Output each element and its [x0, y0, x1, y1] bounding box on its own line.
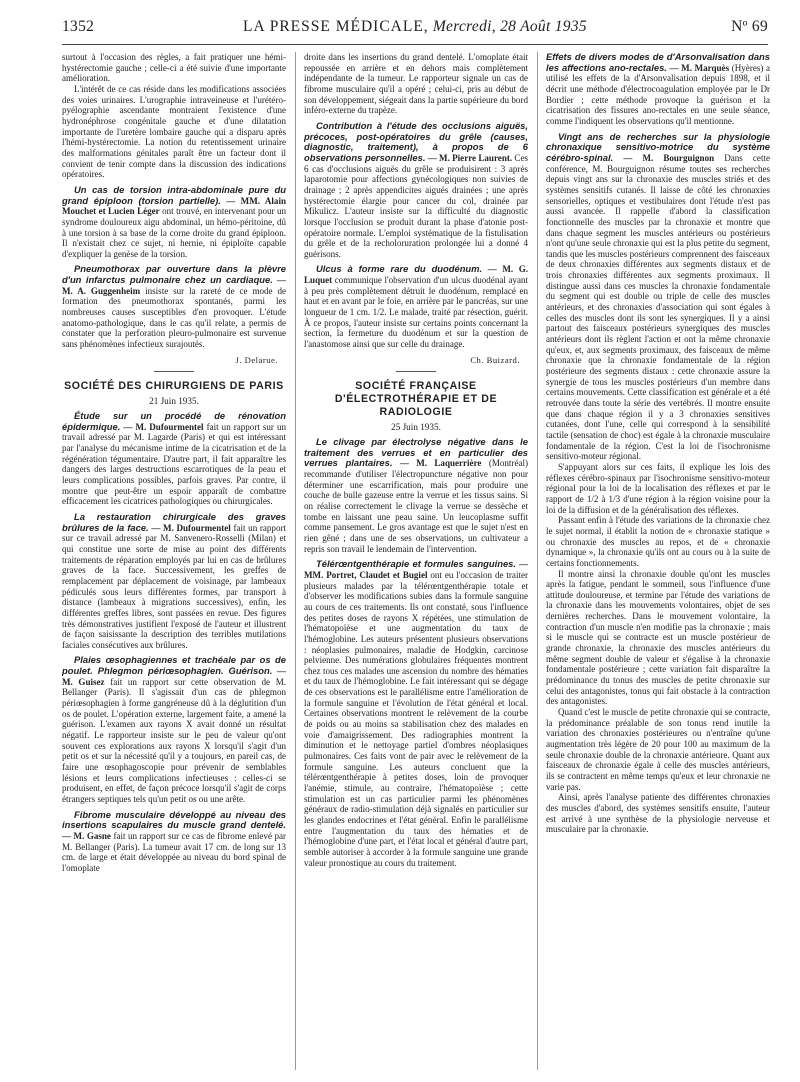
article-title: Un cas de torsion intra-abdominale pure du grand épiploon (torsion partielle).: [62, 183, 286, 206]
article: [62, 810, 286, 874]
article-text: insiste sur la rareté de ce mode de formation des pneumothorax spontanés, parmi les nombreuses causes susceptibles d'en provoquer. L'étude anatomo-pathologique, dans le cas qu'il relate, a permis de constater que la perforation pleuro-pulmonaire est survenue sans phénomènes infectieux surajoutés.: [62, 285, 286, 350]
header-rule: [62, 44, 768, 45]
paragraph: Ainsi, après l'analyse patiente des différentes chronaxies des muscles d'abord, des systèmes sensitifs ensuite, l'auteur est arrivé à une synthèse de la physiologie nerveuse et musculaire par la chronaxie.: [546, 792, 770, 835]
society-heading: SOCIÉTÉ DES CHIRURGIENS DE PARIS: [64, 380, 284, 393]
article-text: (Hyères) a utilisé les effets de la d'Arsonvalisation depuis 1898, et il décrit une méthode d'électrocoagulation employée par le Dr Bordier ; cette méthode provoque la guérison et la cicatrisation des fissures ano-rectales en une seule séance, comme l'indiquent les observations qu'il mentionne.: [546, 62, 770, 126]
article-title: Pneumothorax par ouverture dans la plèvre d'un infarctus pulmonaire chez un cardiaque.: [62, 263, 286, 286]
article-title: La restauration chirurgicale des graves brûlures de la face.: [62, 510, 286, 533]
article-author: — M. Dufourmentel: [123, 421, 204, 432]
article-title: Le clivage par électrolyse négative dans le traitement des verrues et en particulier des verrues plantaires.: [304, 436, 528, 469]
article-text: fait un rapport sur un travail adressé par M. Lagarde (Paris) et qui est intéressant par l'analyse du mécanisme intime de la cicatrisation et de la régénération tégumentaire. D'autre part, il fait apparaître les dangers des larges destructions escarrotiques de la peau et leurs complications possibles, parfois graves. Par contre, il montre que peut-être un espoir apparaît de combattre efficacement les cicatrices pathologiques ou chirurgicales.: [62, 421, 286, 507]
article: [546, 132, 770, 462]
paragraph: Il montre ainsi la chronaxie double qu'ont les muscles après la fatigue, pendant le sommeil, sous l'influence d'une attitude douloureuse, et termine par l'étude des variations de la chronaxie dans les mouvements volontaires, objet de ses dernières recherches. Dans le mouvement volontaire, la contraction d'un muscle n'en modifie pas la chronaxie ; mais si le muscle qui se contracte est un muscle postérieur de grande chronaxie, la chronaxie des muscles antérieurs du même segment double de valeur et s'égalise à la chronaxie fondamentale postérieure ; cette variation fait disparaître la prédominance du tonus des muscles de petite chronaxie sur celui des antagonistes, tonus qui fait obstacle à la contraction des antagonistes.: [546, 568, 770, 707]
article-title: Plaies œsophagiennes et trachéale par os de poulet. Phlegmon périœsophagien. Guérison.: [62, 654, 286, 677]
issue-number: Nº 69: [731, 18, 768, 35]
running-title: [62, 18, 768, 36]
article: [62, 411, 286, 507]
section-rule: [396, 371, 436, 372]
paragraph: surtout à l'occasion des règles, a fait pratiquer une hémi-hystérectomie gauche ; celle-ci a été suivie d'une importante amélioration.: [62, 52, 286, 84]
article: [62, 655, 286, 804]
article: [304, 121, 528, 260]
article-author: — MM. Portret, Claudet et Bugiel: [304, 559, 528, 580]
journal-name: LA PRESSE MÉDICALE,: [243, 18, 429, 35]
article-title: Étude sur un procédé de rénovation épidermique.: [62, 410, 286, 432]
column-3: [546, 52, 770, 1072]
article-author: — M. G. Luquet: [304, 264, 528, 286]
article-author: — M. Laquerrière: [399, 458, 482, 469]
paragraph: Passant enfin à l'étude des variations de la chronaxie chez le sujet normal, il établit la notion de « chronaxie statique » ou chronaxie des muscles au repos, et de « chronaxie dynamique », la chronaxie qu'ils ont au cours ou à la suite de certains fonctionnements.: [546, 515, 770, 568]
article: [546, 52, 770, 127]
article-text: Ces 6 cas d'occlusions aiguës du grêle se produisirent : 3 après laparotomie pour affections gynécologiques non suivies de drainage ; 2 après appendicites aiguës drainées ; une après hystérectomie élargie pour cancer du col, drainée par Mikulicz. L'auteur insiste sur la difficulté du diagnostic lorsque l'occlusion se produit durant la phase d'atonie post-opératoire normale. L'emploi systématique de la fistulisation du grêle et de la recholoruration prolongée lui a donné 4 guérisons.: [304, 152, 528, 259]
article-text: (Montréal) recommande d'utiliser l'électropuncture négative non pour déterminer une escarrification, mais pour produire une couche de bulle gazeuse entre la verrue et les tissus sains. Si on réalise correctement le clivage la verrue se dessèche et tombe en laissant une peau saine. Un leucoplasme suffit comme pansement. Le gros avantage est que le sujet n'est en rien gêné ; dans une de ses observations, un cultivateur a repris son travail le lendemain de l'intervention.: [304, 458, 528, 554]
article-text: fait un rapport sur ce travail adressé par M. Sanvenero-Rosselli (Milan) et qui constitue une sorte de mise au point des différents traitements de réparation employés par lui en cas de brûlures graves de la face. Successivement, les greffes de remplacement par déplacement de voisinage, par lambeaux pédiculés sous leurs différentes formes, par transport à distance (lambeaux à migrations successives), enfin, les différentes greffes libres, sont passées en revue. Des figures très démonstratives justifient l'exposé de l'auteur et illustrent de façon saisissante la description des terribles mutilations faciales consécutives aux brûlures.: [62, 522, 286, 650]
column-1: [62, 52, 286, 1072]
session-date: 25 Juin 1935.: [391, 422, 441, 433]
page-number: 1352: [62, 18, 95, 35]
article-text: fait un rapport sur ce cas de fibrome enlevé par M. Bellanger (Paris). La tumeur avait 17 cm. de long sur 13 cm. de large et était développée au niveau du bord spinal de l'omoplate: [62, 830, 286, 873]
article-title: Ulcus à forme rare du duodénum.: [316, 263, 483, 275]
article-author: — M. Bourguignon: [623, 152, 715, 163]
article-title: Télérœntgenthérapie et formules sanguines.: [316, 558, 516, 570]
article-author: — M. Dufourmentel: [151, 522, 231, 533]
page-header: [62, 14, 768, 40]
article-title: Contribution à l'étude des occlusions aiguës, précoces, post-opératoires du grêle (causes, diagnostic, traitement), à propos de 6 observations personnelles.: [304, 119, 528, 163]
article-title: Vingt ans de recherches sur la physiologie chronaxique sensitivo-motrice du système cérébro-spinal.: [546, 130, 770, 163]
article-text: communique l'observation d'un ulcus duodénal ayant à peu près complètement détruit le duodénum, remplacé en haut et en avant par le foie, en arrière par le pancréas, sur une longueur de 1 cm. 1/2. Le malade, traité par résection, guérit. À ce propos, l'auteur insiste sur certains points concernant la section, la fermeture du duodénum et sur la question de l'anastomose ainsi que sur celle du drainage.: [304, 275, 528, 350]
society-heading: SOCIÉTÉ FRANÇAISE D'ÉLECTROTHÉRAPIE ET DE RADIOLOGIE: [334, 380, 498, 419]
article-title: Fibrome musculaire développé au niveau des insertions scapulaires du muscle grand dentelé.: [62, 808, 286, 831]
article: [62, 512, 286, 651]
article-author: — M. A. Guggenheim: [62, 275, 286, 296]
paragraph: Quand c'est le muscle de petite chronaxie qui se contracte, la prédominance préalable de son tonus rend inutile la variation des chronaxies postérieures ou n'entraîne qu'une augmentation très légère de 20 pour 100 au maximum de la seule chronaxie double de la chronaxie antérieure. Quant aux faisceaux de chronaxie égale à celle des muscles antérieurs, ils se contractent en même temps qu'eux et leur chronaxie ne varie pas.: [546, 707, 770, 792]
article-author: — MM. Alain Mouchet et Lucien Léger: [62, 195, 286, 217]
paragraph: L'intérêt de ce cas réside dans les modifications associées des voies urinaires. L'urographie intraveineuse et l'urétéro-pyélographie ascendante montraient l'existence d'une hydronéphrose congénitale gauche et d'une dilatation importante de l'uretère lombaire gauche qui a disparu après l'hémi-hystérectomie. La notion du retentissement urinaire des malformations génitales paraît être un facteur dont il convient de tenir compte dans la discussion des indications opératoires.: [62, 83, 286, 180]
session-date: 21 Juin 1935.: [149, 396, 199, 407]
column-divider: [295, 52, 296, 1070]
column-2: [304, 52, 528, 1072]
article-text: Dans cette conférence, M. Bourguignon résume toutes ses recherches depuis vingt ans sur la chronaxie des muscles striés et des systèmes sensitifs cutanés. Il laisse de côté les chronaxies sensorielles, optiques et vestibulaires dont l'étude n'est pas aussi avancée. Il rappelle d'abord la classification fonctionnelle des muscles par la chronaxie et montre que dans chaque segment les muscles antérieurs ou postérieurs n'ont qu'une seule chronaxie qui est la plus petite du segment, tandis que les muscles postérieurs comprennent des faisceaux de deux chronaxies différentes aux segments distaux et de trois chronaxies différentes aux segments proximaux. Il distingue aussi dans ces muscles la chronaxie fondamentale du segment qui est double ou triple de celle des muscles antérieurs, et des chronaxies d'association qui sont égales à celles des muscles dont ils sont les synergiques. Il y a ainsi partout des faisceaux postérieurs synergiques des muscles antérieurs dont ils règlent l'action et ont la même chronaxie qu'eux, et, aux segments proximaux, des faisceaux de même chronaxie que la chronaxie fondamentale de la région postérieure des segments distaux : cette chronaxie assure la synergie de tous les muscles postérieurs d'un membre dans certains mouvements. Cette classification est générale et a été retrouvée dans toute la série des vertébrés. Il montre ensuite que dans chaque région il y a 3 chronaxies sensitives cutanées, dont l'une, celle qui correspond à la sensibilité tactile (sensation de choc) est égale à la chronaxie musculaire fondamentale de la région. C'est la loi de l'isochronisme sensitivo-moteur régional.: [546, 152, 770, 462]
article-author: — M. Guisez: [62, 666, 286, 687]
article-author: — M. Pierre Laurent.: [427, 152, 513, 163]
article: [62, 264, 286, 349]
signature: J. Delarue.: [235, 354, 278, 365]
article-author: — M. Marquès: [669, 62, 730, 73]
article-text: fait un rapport sur cette observation de M. Bellanger (Paris). Il s'agissait d'un cas de phlegmon périœsophagien à forme gangréneuse dû à la déglutition d'un os de poulet. L'opération externe, largement faite, a amené la guérison. L'examen aux rayons X avait donné un résultat négatif. Le rapporteur insiste sur le peu de valeur qu'ont souvent ces explorations aux rayons X lorsqu'il s'agit d'un petit os et sur la nécessité qu'il y a toujours, en pareil cas, de faire une œsophagoscopie pour prévenir de semblables lésions et leurs complications infectieuses : celles-ci se produisent, en effet, de façon précoce lorsqu'il s'agit de corps étrangers septiques tels qu'un petit os ou une arête.: [62, 676, 286, 804]
column-divider: [537, 52, 538, 1070]
section-rule: [154, 371, 194, 372]
article-text: ont trouvé, en intervenant pour un syndrome douloureux aigu abdominal, un hémo-péritoine, dû à une torsion à sa base de la corne droite du grand épiploon. Il n'existait chez ce sujet, ni hernie, ni épiploïte capable d'expliquer la genèse de la torsion.: [62, 206, 286, 259]
paragraph: droite dans les insertions du grand dentelé. L'omoplate était repoussée en arrière et en dehors mais complètement indépendante de la tumeur. Le rapporteur signale un cas de fibrome musculaire qu'il a opéré ; celui-ci, pris au début de son développement, siégeait dans la partie supérieure du bord inféro-externe du trapèze.: [304, 52, 528, 116]
article-author: — M. Gasne: [62, 830, 111, 841]
article: [62, 185, 286, 260]
signature: Ch. Buizard.: [470, 354, 520, 365]
article: [304, 437, 528, 554]
article-text: ont eu l'occasion de traiter plusieurs malades par la télérœntgenthérapie totale et d'observer les modifications subies dans la formule sanguine au cours de ces traitements. Ils ont constaté, sous l'influence des petites doses de rayons X répétées, une stimulation de l'hématopoïèse et une augmentation du taux de l'hémoglobine. Les auteurs présentent plusieurs observations : néoplasies pulmonaires, maladie de Hodgkin, carcinose pelvienne. Des numérations globulaires fréquentes montrent chez tous ces malades une ascension du nombre des hématies et du taux de l'hémoglobine. Le fait intéressant qui se dégage de ces observations est le parallélisme entre l'amélioration de la formule sanguine et l'évolution de l'état général et local. Certaines observations montrent le relèvement de la courbe de poids ou au moins sa stabilisation chez des malades en voie d'amaigrissement. Des radiographies montrent la diminution et le nettoyage partiel d'ombres néoplasiques pulmonaires. Ces faits vont de pair avec le relèvement de la formule sanguine. Les auteurs concluent que la télérœntgenthérapie à petites doses, loin de provoquer l'anémie, stimule, au contraire, l'hématopoïèse ; cette stimulation est un cas particulier parmi les phénomènes généraux de radio-stimulation déjà signalés en particulier sur les glandes endocrines et l'état général. Enfin le parallélisme entre l'augmentation du taux des hématies et de l'hémoglobine d'une part, et l'état local et général d'autre part, semble autoriser à accorder à la formule sanguine une grande valeur pronostique au cours du traitement.: [304, 569, 528, 868]
article-title: Effets de divers modes de d'Arsonvalisation dans les affections ano-rectales.: [546, 52, 770, 73]
article: [304, 559, 528, 868]
paragraph: S'appuyant alors sur ces faits, il explique les lois des réflexes cérébro-spinaux par l'isochronisme sensitivo-moteur régional pour la loi de la localisation des réflexes et par le rapport de 1/2 à 1/3 d'une région à la région voisine pour la loi de la diffusion et de la généralisation des réflexes.: [546, 461, 770, 515]
article: [304, 264, 528, 349]
issue-date: Mercredi, 28 Août 1935: [432, 18, 587, 35]
